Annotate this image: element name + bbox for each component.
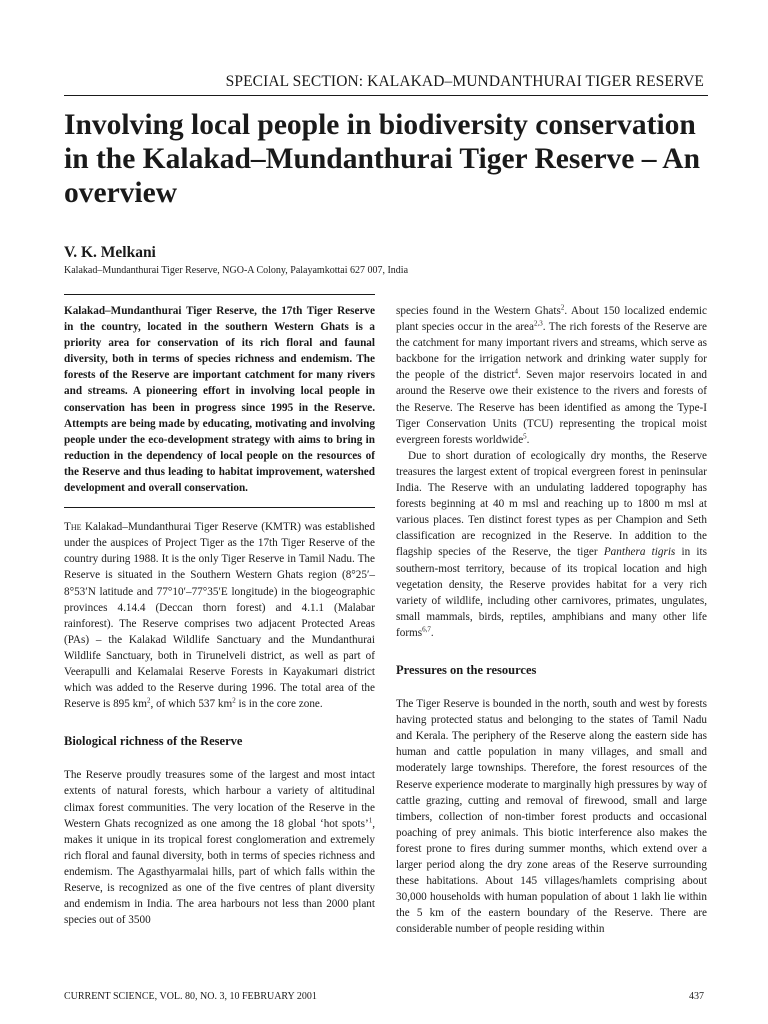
pressures-paragraph: The Tiger Reserve is bounded in the north, south and west by forests having protected status and belonging to the states of Tamil Nadu and Kerala. The periphery of the Reserve along the eastern side has human and cattle population in many villages, and small and moderately large townships. Therefore, the forest resources of the Reserve experience moderate to marginally high pressures by way of cattle grazing, cutting and removal of firewood, small and large timbers, collection of non-timber forest products and occasional poaching of prey animals. This biotic interference also makes the forest prone to fires during summer months, which extend over a larger period along the dry zone areas of the Reserve surrounding these habitations. About 145 villages/hamlets comprising about 30,000 households with human population of about 1 lakh lie within the 5 km of the eastern boundary of the Reserve. There are considerable number of people residing within [396,698,707,936]
section-heading-biological-richness: Biological richness of the Reserve [64,734,243,749]
text-run: , makes it unique in its tropical forest conglomeration and extremely rich floral and faunal diversity, both in terms of species richness and endemism. The Agasthyarmalai hills, part of which falls within the Reserve, is recognized as one of the five centres of plant diversity and endemism in India. The area harbours not less than 2000 plant species out of 3500 [64,817,375,927]
reference-superscript: 4 [514,367,519,376]
abstract-top-rule [64,294,375,295]
intro-text-3: is in the core zone. [235,698,323,711]
abstract-bottom-rule [64,507,375,508]
species-name: Panthera tigris [603,546,676,559]
reference-superscript: 5 [523,432,527,441]
author-affiliation: Kalakad–Mundanthurai Tiger Reserve, NGO-A Colony, Palayamkottai 627 007, India [64,265,409,276]
intro-text-2: , of which 537 km [150,698,233,711]
biological-richness-continuation [396,303,707,448]
reference-superscript: 1 [368,815,373,824]
left-column [64,303,375,928]
text-run: . The rich forests of the Reserve are the catchment for many important rivers and streams, which serve as backbone for the irrigation network and drinking water supply for the people of the district [396,321,707,382]
article-title: Involving local people in biodiversity conservation in the Kalakad–Mundanthurai Tiger Reserve – An overview [64,109,700,209]
section-header: SPECIAL SECTION: KALAKAD–MUNDANTHURAI TIGER RESERVE [225,73,704,90]
text-run: The Reserve proudly treasures some of the largest and most intact extents of natural forests, which harbour a variety of altitudinal climax forest communities. The very location of the Reserve in the Western Ghats recognized as one among the 18 global ‘hot spots’ [64,769,375,830]
text-run: . [430,626,434,639]
intro-lead: The [64,521,82,534]
text-run: species found in the Western Ghats [396,305,561,317]
text-run: in its southern-most territory, because of its tropical location and high vegetation density, the Reserve provides habitat for a very rich variety of wildlife, including other carnivores, primates, ungulates, small mammals, birds, reptiles, amphibians and many other life forms [396,546,707,639]
author-name: V. K. Melkani [64,244,156,261]
superscript: 2 [146,696,151,705]
reference-superscript: 2,3 [533,319,543,328]
page-number: 437 [689,991,704,1002]
journal-citation: CURRENT SCIENCE, VOL. 80, NO. 3, 10 FEBRUARY 2001 [64,991,317,1002]
right-column [396,303,707,937]
reference-superscript: 2 [560,303,565,312]
text-run: . About 150 localized endemic plant species occur in the area [396,305,707,334]
text-run: Due to short duration of ecologically dry months, the Reserve treasures the largest extent of tropical evergreen forest in peninsular India. The Reserve with an undulating laddered topography has forests beginning at 40 m msl and reaching up to 1800 m msl at various places. Ten distinct forest types as per Champion and Seth classification are recognized in the Reserve. In addition to the flagship species of the Reserve, the tiger [396,449,707,559]
intro-paragraph [64,519,375,712]
text-run: . [526,433,530,446]
biological-richness-paragraph [64,767,375,928]
section-heading-pressures: Pressures on the resources [396,662,537,677]
forest-types-paragraph [396,448,707,641]
reference-superscript: 6,7 [422,625,431,634]
intro-text-1: Kalakad–Mundanthurai Tiger Reserve (KMTR) was established under the auspices of Project Tiger as the 17th Tiger Reserve of the country during 1988. It is the only Tiger Reserve in Tamil Nadu. The Reserve is situated in the Southern Western Ghats region (8°25′–8°53′N latitude and 77°10′–77°35′E longitude) in the biogeographic provinces 4.14.4 (Deccan thorn forest) and 4.1.1 (Malabar rainforest). The Reserve comprises two adjacent Protected Areas (PAs) – the Kalakad Wildlife Sanctuary and the Mundanthurai Wildlife Sanctuary, both in Tirunelveli district, as well as part of Veerapulli and Kelamalai Reserve Forests in Kayakumari district which was added to the Reserve during 1996. The total area of the Reserve is 895 km [64,521,375,711]
header-rule [64,95,708,96]
superscript: 2 [232,696,236,705]
text-run: . Seven major reservoirs located in and around the Reserve owe their existence to the rivers and forests of the Reserve. The Reserve has been identified as among the Type-I Tiger Conservation Units (TCU) representing the tropical moist evergreen forests worldwide [396,369,708,446]
abstract: Kalakad–Mundanthurai Tiger Reserve, the 17th Tiger Reserve in the country, located in the southern Western Ghats is a priority area for conservation of its rich floral and faunal diversity, both in terms of species richness and endemism. The forests of the Reserve are important catchment for many rivers and streams. A pioneering effort in involving local people in conservation has been in progress since 1995 in the Reserve. Attempts are being made by educating, motivating and involving people under the eco-development strategy with aims to bring in reduction in the dependency of local people on the resources of the Reserve and thus leading to habitat improvement, watershed development and overall conservation. [64,305,375,495]
